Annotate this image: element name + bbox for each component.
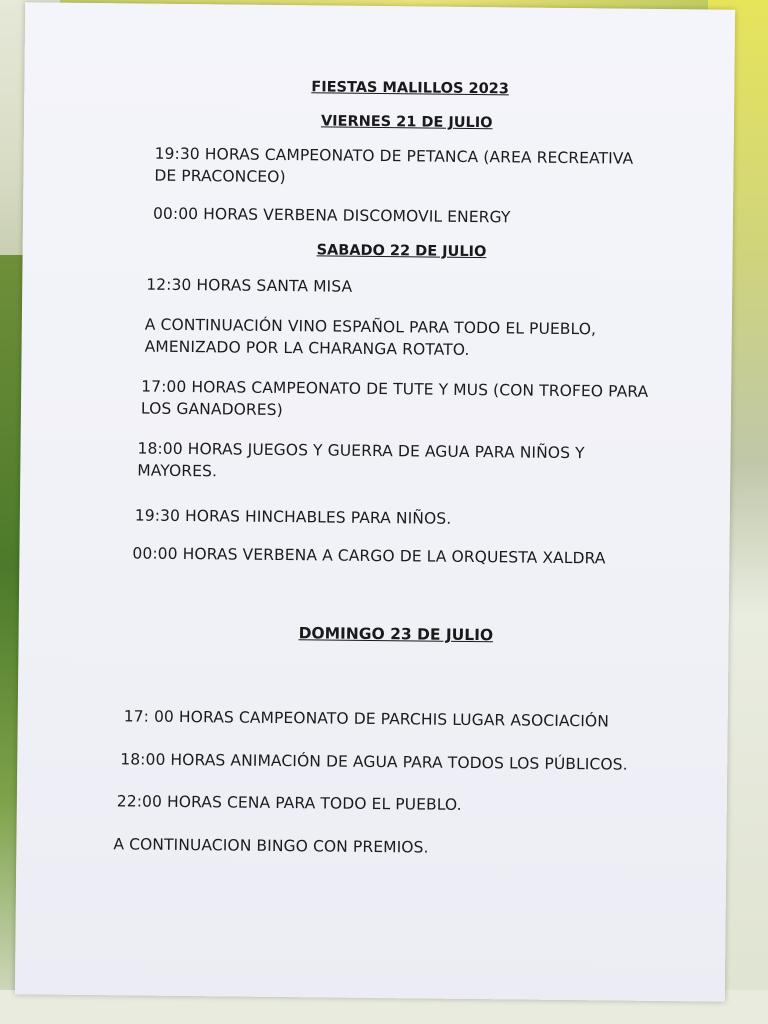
day-heading-friday: VIERNES 21 DE JULIO [320, 113, 493, 132]
day-heading-sunday: DOMINGO 23 DE JULIO [298, 624, 494, 645]
event-saturday-3: 17:00 HORAS CAMPEONATO DE TUTE Y MUS (CON TROFEO PARA LOS GANADORES) [140, 377, 649, 420]
event-saturday-1: 12:30 HORAS SANTA MISA [146, 275, 353, 296]
event-saturday-6: 00:00 HORAS VERBENA A CARGO DE LA ORQUESTA XALDRA [132, 544, 606, 568]
event-saturday-5: 19:30 HORAS HINCHABLES PARA NIÑOS. [134, 506, 452, 528]
event-friday-1: 19:30 HORAS CAMPEONATO DE PETANCA (AREA RECREATIVA DE PRACONCEO) [154, 144, 634, 187]
day-heading-saturday: SABADO 22 DE JULIO [316, 242, 487, 261]
event-saturday-4: 18:00 HORAS JUEGOS Y GUERRA DE AGUA PARA NIÑOS Y MAYORES. [137, 439, 585, 481]
event-sunday-4: A CONTINUACION BINGO CON PREMIOS. [113, 835, 429, 857]
event-saturday-2: A CONTINUACIÓN VINO ESPAÑOL PARA TODO EL PUEBLO, AMENIZADO POR LA CHARANGA ROTATO. [144, 315, 597, 359]
event-sunday-1: 17: 00 HORAS CAMPEONATO DE PARCHIS LUGAR ASOCIACIÓN [123, 707, 610, 731]
event-sunday-2: 18:00 HORAS ANIMACIÓN DE AGUA PARA TODOS LOS PÚBLICOS. [120, 750, 628, 774]
event-friday-2: 00:00 HORAS VERBENA DISCOMOVIL ENERGY [152, 204, 511, 227]
event-sunday-3: 22:00 HORAS CENA PARA TODO EL PUEBLO. [116, 792, 462, 814]
paper-sheet [15, 2, 735, 1001]
document-title: FIESTAS MALILLOS 2023 [311, 79, 509, 98]
